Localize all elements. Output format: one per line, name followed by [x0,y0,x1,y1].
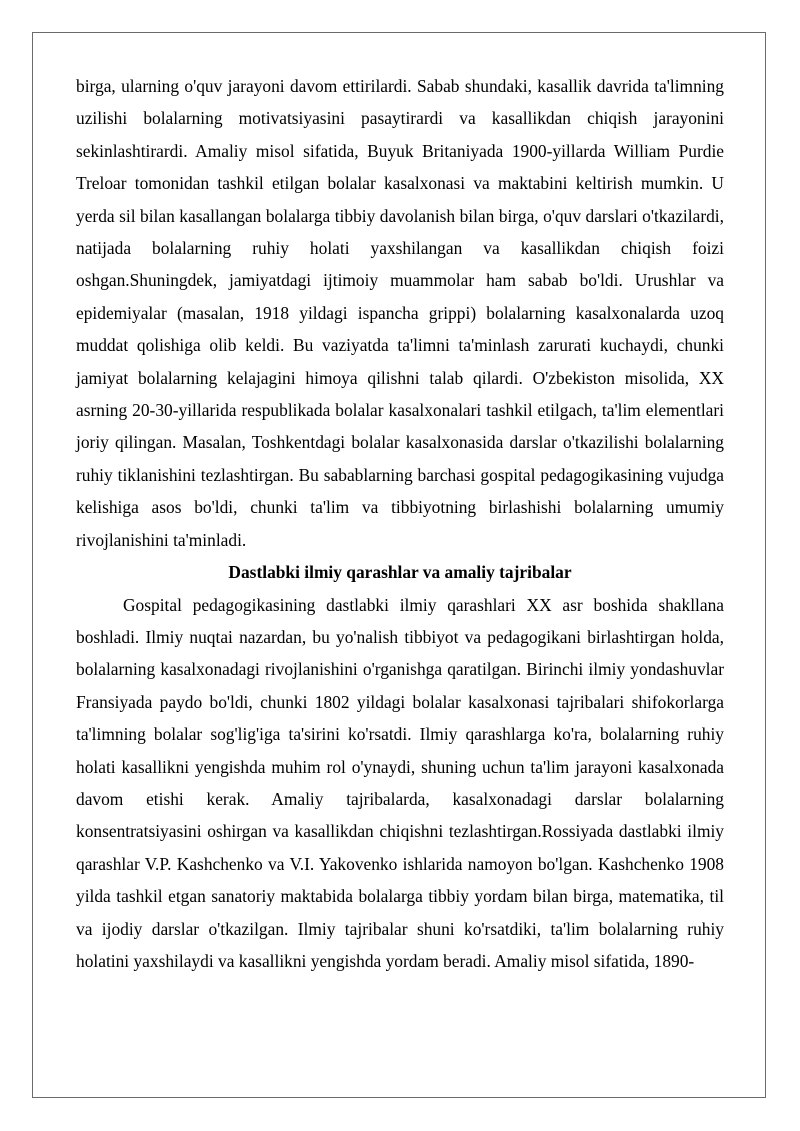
body-paragraph: Gospital pedagogikasining dastlabki ilmiy qarashlari XX asr boshida shakllana boshladi. Ilmiy nuqtai nazardan, bu yo'nalish tibbiyot va pedagogikani birlashtirgan holda, bolalarning kasalxonadagi rivojlanishini o'rganishga qaratilgan. Birinchi ilmiy yondashuvlar Fransiyada paydo bo'ldi, chunki 1802 yildagi bolalar kasalxonasi tajribalari shifokorlarga ta'limning bolalar sog'lig'iga ta'sirini ko'rsatdi. Ilmiy qarashlarga ko'ra, bolalarning ruhiy holati kasallikni yengishda muhim rol o'ynaydi, shuning uchun ta'lim jarayoni kasalxonada davom etishi kerak. Amaliy tajribalarda, kasalxonadagi darslar bolalarning konsentratsiyasini oshirgan va kasallikdan chiqishni tezlashtirgan.Rossiyada dastlabki ilmiy qarashlar V.P. Kashchenko va V.I. Yakovenko ishlarida namoyon bo'lgan. Kashchenko 1908 yilda tashkil etgan sanatoriy maktabida bolalarga tibbiy yordam bilan birga, matematika, til va ijodiy darslar o'tkazilgan. Ilmiy tajribalar shuni ko'rsatdiki, ta'lim bolalarning ruhiy holatini yaxshilaydi va kasallikni yengishda yordam beradi. Amaliy misol sifatida, 1890- [76,594,724,971]
document-body [76,70,724,977]
section-heading: Dastlabki ilmiy qarashlar va amaliy tajribalar [228,562,572,583]
body-paragraph: birga, ularning o'quv jarayoni davom ettirilardi. Sabab shundaki, kasallik davrida ta'limning uzilishi bolalarning motivatsiyasini pasaytirardi va kasallikdan chiqish jarayonini sekinlashtirardi. Amaliy misol sifatida, Buyuk Britaniyada 1900-yillarda William Purdie Treloar tomonidan tashkil etilgan bolalar kasalxonasi va maktabini keltirish mumkin. U yerda sil bilan kasallangan bolalarga tibbiy davolanish bilan birga, o'quv darslari o'tkazilardi, natijada bolalarning ruhiy holati yaxshilangan va kasallikdan chiqish foizi oshgan.Shuningdek, jamiyatdagi ijtimoiy muammolar ham sabab bo'ldi. Urushlar va epidemiyalar (masalan, 1918 yildagi ispancha grippi) bolalarning kasalxonalarda uzoq muddat qolishiga olib keldi. Bu vaziyatda ta'limni ta'minlash zarurati kuchaydi, chunki jamiyat bolalarning kelajagini himoya qilishni talab qilardi. O'zbekiston misolida, XX asrning 20-30-yillarida respublikada bolalar kasalxonalari tashkil etilgach, ta'lim elementlari joriy qilingan. Masalan, Toshkentdagi bolalar kasalxonasida darslar o'tkazilishi bolalarning ruhiy tiklanishini tezlashtirgan. Bu sabablarning barchasi gospital pedagogikasining vujudga kelishiga asos bo'ldi, chunki ta'lim va tibbiyotning birlashishi bolalarning umumiy rivojlanishini ta'minladi. [76,76,724,550]
